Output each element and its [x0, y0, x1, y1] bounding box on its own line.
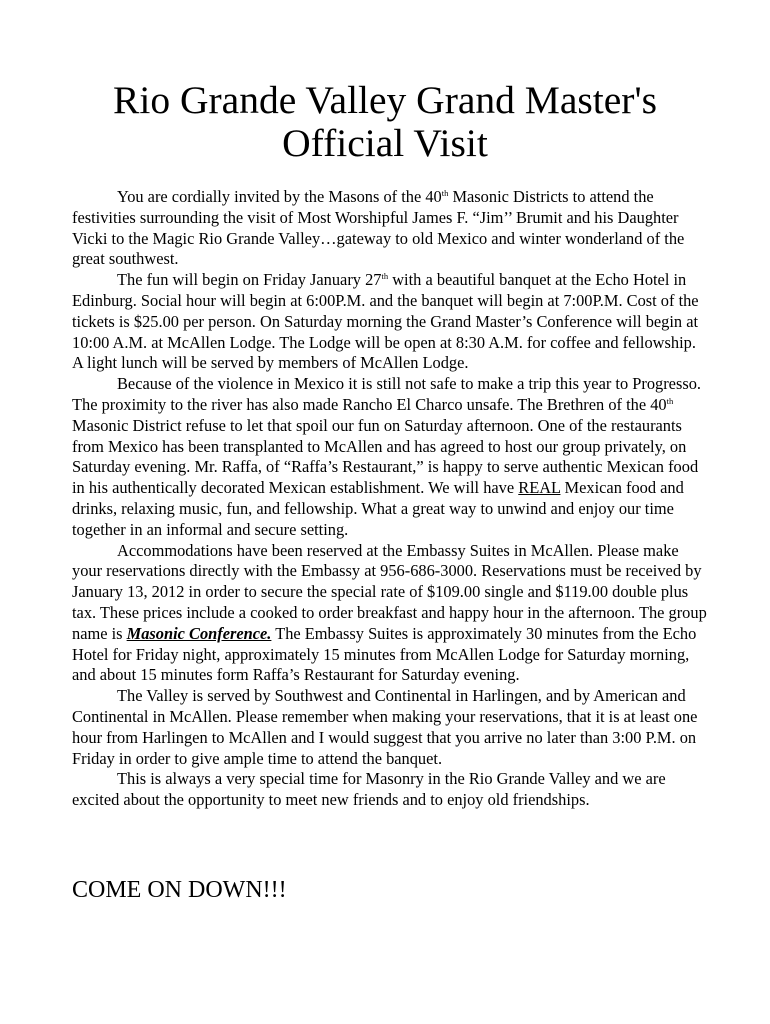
title-line-1: Rio Grande Valley Grand Master's: [113, 78, 657, 122]
paragraph-text: The Embassy Suites is approximately 30 minutes from the Echo Hotel for Friday night, approximately 15 minutes from McAllen Lodge for Saturday morning, and about 15 minutes form Raffa’s Restaurant for Saturday evening.: [72, 623, 697, 685]
paragraph-travel: The Valley is served by Southwest and Continental in Harlingen, and by American and Continental in McAllen. Please remember when making your reservations, that it is at least one hour from Harlingen to McAllen and I would suggest that you arrive no later than 3:00 P.M. on Friday in order to give ample time to attend the banquet.: [72, 686, 698, 768]
paragraph-friendships: This is always a very special time for Masonry in the Rio Grande Valley and we are excited about the opportunity to meet new friends and to enjoy old friendships.: [72, 769, 666, 810]
page-title: [50, 79, 720, 165]
paragraph-accommodations: [72, 541, 708, 687]
paragraph-text: Accommodations have been reserved at the Embassy Suites in McAllen. Please make your reservations directly with the Embassy at 956-686-3000. Reservations must be received by January 13, 2012 in order to secure the special rate of $109.00 single and $119.00 double plus tax. These prices include a cooked to order breakfast and happy hour in the afternoon. The group name is: [72, 540, 707, 643]
paragraph-text: Masonic District refuse to let that spoil our fun on Saturday afternoon. One of the restaurants from Mexico has been transplanted to McAllen and has agreed to host our group privately, on Saturday evening. Mr. Raffa, of “Raffa’s Restaurant,” is happy to serve authentic Mexican food in his authentically decorated Mexican establishment. We will have: [72, 415, 699, 498]
paragraph-invitation: [72, 187, 708, 270]
closing-line: COME ON DOWN!!!: [72, 877, 287, 903]
emphasis-real: REAL: [518, 478, 561, 498]
paragraph-text: Masonic Districts to attend the festivities surrounding the visit of Most Worshipful James F. “Jim’’ Brumit and his Daughter Vicki to the Magic Rio Grande Valley…gateway to old Mexico and winter wonderland of the great southwest.: [72, 187, 685, 269]
paragraph-text: Because of the violence in Mexico it is still not safe to make a trip this year to Progresso. The proximity to the river has also made Rancho El Charco unsafe. The Brethren of the 40: [72, 374, 702, 414]
group-name: Masonic Conference.: [126, 623, 272, 643]
ordinal-suffix: th: [441, 188, 449, 198]
paragraph-text: Mexican food and drinks, relaxing music, fun, and fellowship. What a great way to unwind and enjoy our time together in an informal and secure setting.: [72, 478, 684, 539]
paragraph-text: The fun will begin on Friday January 27: [117, 270, 382, 290]
paragraph-saturday-evening: [72, 374, 708, 540]
title-line-2: Official Visit: [282, 121, 488, 165]
ordinal-suffix: th: [666, 395, 674, 406]
letter-body: [72, 187, 708, 811]
paragraph-banquet: [72, 270, 708, 374]
ordinal-suffix: th: [381, 271, 389, 282]
paragraph-text: You are cordially invited by the Masons of the 40: [117, 187, 442, 206]
paragraph-text: with a beautiful banquet at the Echo Hotel in Edinburg. Social hour will begin at 6:00P.M. and the banquet will begin at 7:00P.M. Cost of the tickets is $25.00 per person. On Saturday morning the Grand Master’s Conference will begin at 10:00 A.M. at McAllen Lodge. The Lodge will be open at 8:30 A.M. for coffee and fellowship. A light lunch will be served by members of McAllen Lodge.: [72, 270, 699, 373]
